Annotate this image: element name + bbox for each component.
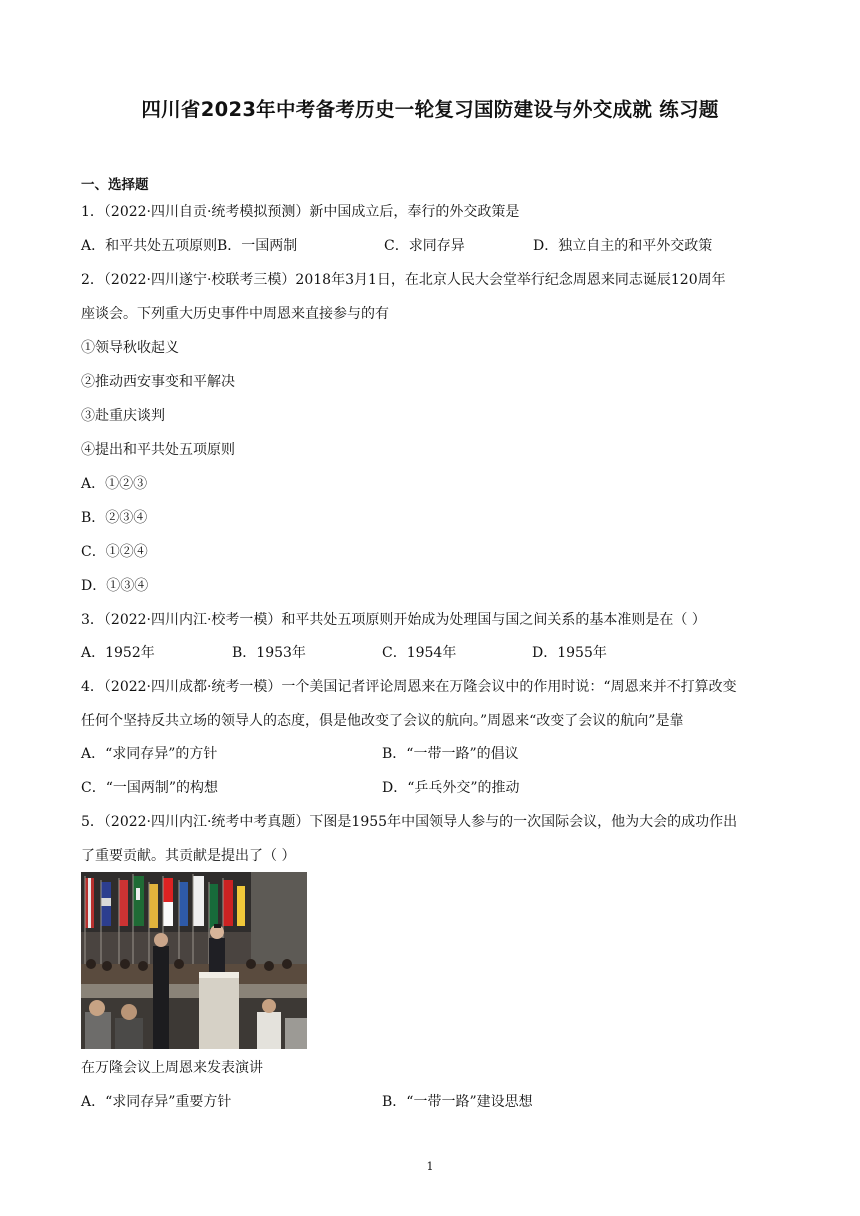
q1-option-c: C．求同存异: [384, 238, 465, 254]
question-4-stem-line2: 任何个坚持反共立场的领导人的态度，俱是他改变了会议的航向。”周恩来“改变了会议的航向”是靠: [81, 713, 684, 729]
page-title: 四川省2023年中考备考历史一轮复习国防建设与外交成就 练习题: [141, 98, 719, 121]
section-heading: 一、选择题: [81, 177, 149, 193]
q2-option-d: D．①③④: [81, 578, 149, 594]
q4-option-d: D．“乒乓外交”的推动: [382, 780, 520, 796]
q4-option-b: B．“一带一路”的倡议: [382, 746, 519, 762]
q3-option-b: B．1953年: [232, 645, 306, 661]
bandung-conference-photo: [81, 872, 307, 1049]
q3-option-c: C．1954年: [382, 645, 457, 661]
q5-option-b: B．“一带一路”建设思想: [382, 1094, 533, 1110]
question-2-stem-line1: 2．（2022·四川遂宁·校联考三模）2018年3月1日，在北京人民大会堂举行纪念周恩来同志诞辰120周年: [81, 272, 726, 288]
question-5-stem-line1: 5．（2022·四川内江·统考中考真题）下图是1955年中国领导人参与的一次国际会议，他为大会的成功作出: [81, 814, 738, 830]
q2-option-a: A．①②③: [81, 476, 148, 492]
q2-option-c: C．①②④: [81, 544, 148, 560]
q2-item-3: ③赴重庆谈判: [81, 408, 165, 424]
q1-option-a: A．和平共处五项原则: [81, 238, 218, 254]
question-4-stem-line1: 4．（2022·四川成都·统考一模）一个美国记者评论周恩来在万隆会议中的作用时说：“周恩来并不打算改变: [81, 679, 737, 695]
question-1-stem: 1．（2022·四川自贡·统考模拟预测）新中国成立后，奉行的外交政策是: [81, 204, 520, 220]
q2-item-2: ②推动西安事变和平解决: [81, 374, 235, 390]
question-3-stem: 3．（2022·四川内江·校考一模）和平共处五项原则开始成为处理国与国之间关系的基本准则是在（ ）: [81, 612, 706, 628]
q4-option-a: A．“求同存异”的方针: [81, 746, 218, 762]
q2-item-1: ①领导秋收起义: [81, 340, 179, 356]
page-number: 1: [426, 1160, 434, 1173]
question-5-stem-line2: 了重要贡献。其贡献是提出了（ ）: [81, 848, 296, 864]
question-2-stem-line2: 座谈会。下列重大历史事件中周恩来直接参与的有: [81, 306, 389, 322]
q2-option-b: B．②③④: [81, 510, 148, 526]
q3-option-a: A．1952年: [81, 645, 155, 661]
photo-caption: 在万隆会议上周恩来发表演讲: [81, 1060, 263, 1076]
q3-option-d: D．1955年: [532, 645, 607, 661]
q1-option-b: B．一国两制: [217, 238, 298, 254]
q4-option-c: C．“一国两制”的构想: [81, 780, 219, 796]
q1-option-d: D．独立自主的和平外交政策: [533, 238, 713, 254]
q2-item-4: ④提出和平共处五项原则: [81, 442, 235, 458]
q5-option-a: A．“求同存异”重要方针: [81, 1094, 232, 1110]
